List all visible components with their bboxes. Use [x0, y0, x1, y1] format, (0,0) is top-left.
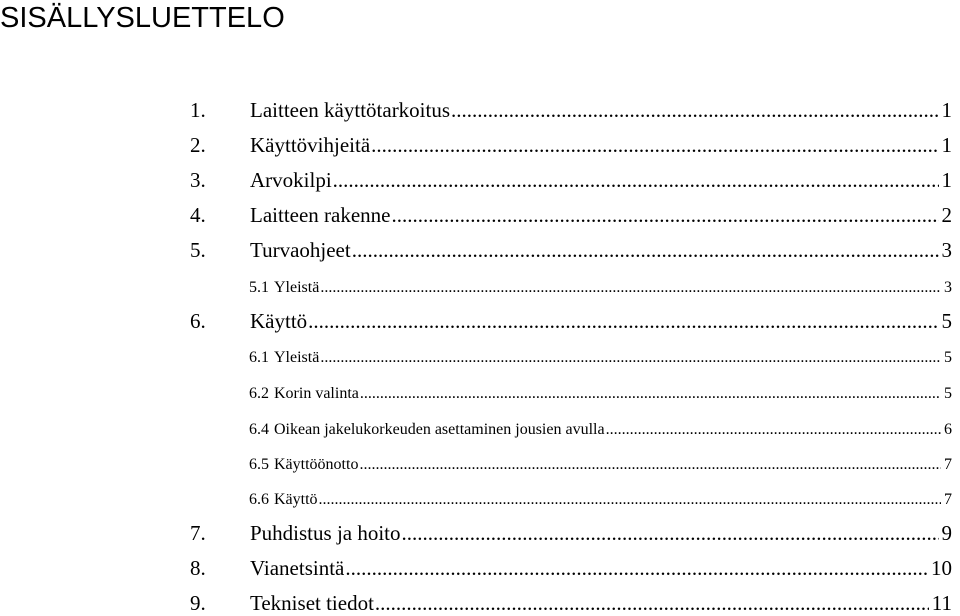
toc-entry-number: 7. [190, 521, 206, 545]
toc-entry-number: 6.2 [249, 385, 269, 402]
toc-dot-leader [451, 97, 938, 123]
toc-entry-title: Käyttö [250, 309, 308, 333]
toc-entry-page: 5 [941, 309, 952, 333]
toc-entry-title: Vianetsintä [250, 556, 345, 580]
toc-entry-2[interactable] [190, 132, 952, 158]
toc-entry-number: 1. [190, 98, 206, 122]
toc-entry-title: Käyttö [274, 491, 318, 508]
toc-dot-leader [352, 237, 939, 263]
toc-entry-title: Yleistä [274, 349, 320, 366]
toc-dot-leader [320, 278, 941, 298]
toc-dot-leader [308, 308, 938, 334]
toc-entry-number: 5. [190, 238, 206, 262]
toc-entry-number: 8. [190, 556, 206, 580]
toc-entry-6-2[interactable] [249, 384, 952, 404]
toc-dot-leader [319, 490, 941, 510]
toc-entry-page: 7 [944, 456, 952, 473]
toc-entry-page: 5 [944, 385, 952, 402]
toc-entry-number: 6.1 [249, 349, 269, 366]
toc-entry-title: Turvaohjeet [250, 238, 351, 262]
toc-entry-number: 4. [190, 203, 206, 227]
toc-dot-leader [606, 420, 941, 440]
toc-entry-6-1[interactable] [249, 348, 952, 368]
toc-entry-title: Käyttöönotto [274, 456, 359, 473]
toc-dot-leader [371, 132, 938, 158]
toc-entry-page: 10 [931, 556, 952, 580]
toc-entry-6-5[interactable] [249, 455, 952, 475]
toc-entry-title: Arvokilpi [250, 168, 332, 192]
toc-entry-page: 3 [941, 238, 952, 262]
toc-dot-leader [360, 384, 941, 404]
toc-entry-page: 9 [941, 521, 952, 545]
toc-entry-page: 5 [944, 349, 952, 366]
toc-entry-page: 2 [941, 203, 952, 227]
toc-entry-page: 1 [941, 98, 952, 122]
toc-entry-number: 6. [190, 309, 206, 333]
toc-entry-number: 9. [190, 591, 206, 615]
toc-entry-number: 3. [190, 168, 206, 192]
toc-entry-number: 6.6 [249, 491, 269, 508]
toc-entry-title: Puhdistus ja hoito [250, 521, 401, 545]
toc-entry-6-4[interactable] [249, 420, 952, 440]
toc-entry-5-1[interactable] [249, 278, 952, 298]
toc-entry-page: 6 [944, 421, 952, 438]
toc-entry-number: 2. [190, 133, 206, 157]
toc-entry-title: Tekniset tiedot [250, 591, 374, 615]
toc-dot-leader [359, 455, 941, 475]
toc-entry-title: Laitteen käyttötarkoitus [250, 98, 451, 122]
toc-dot-leader [345, 555, 928, 581]
toc-entry-3[interactable] [190, 167, 952, 193]
toc-dot-leader [375, 590, 929, 616]
toc-entry-title: Korin valinta [274, 385, 359, 402]
toc-entry-title: Oikean jakelukorkeuden asettaminen jousien avulla [274, 421, 605, 438]
toc-entry-1[interactable] [190, 97, 952, 123]
toc-dot-leader [333, 167, 939, 193]
toc-entry-6[interactable] [190, 308, 952, 334]
toc-entry-7[interactable] [190, 520, 952, 546]
toc-entry-8[interactable] [190, 555, 952, 581]
page-title: SISÄLLYSLUETTELO [0, 2, 285, 34]
toc-entry-page: 1 [941, 133, 952, 157]
toc-dot-leader [392, 202, 939, 228]
toc-entry-6-6[interactable] [249, 490, 952, 510]
toc-entry-page: 11 [931, 591, 952, 615]
toc-entry-page: 7 [944, 491, 952, 508]
toc-entry-number: 6.5 [249, 456, 269, 473]
toc-entry-title: Käyttövihjeitä [250, 133, 371, 157]
toc-entry-5[interactable] [190, 237, 952, 263]
toc-dot-leader [402, 520, 939, 546]
toc-entry-page: 3 [944, 279, 952, 296]
toc-entry-number: 6.4 [249, 421, 269, 438]
toc-entry-title: Yleistä [274, 279, 320, 296]
toc-dot-leader [320, 348, 941, 368]
toc-entry-number: 5.1 [249, 279, 269, 296]
toc-entry-4[interactable] [190, 202, 952, 228]
toc-entry-page: 1 [941, 168, 952, 192]
toc-entry-title: Laitteen rakenne [250, 203, 391, 227]
toc-entry-9[interactable] [190, 590, 952, 616]
